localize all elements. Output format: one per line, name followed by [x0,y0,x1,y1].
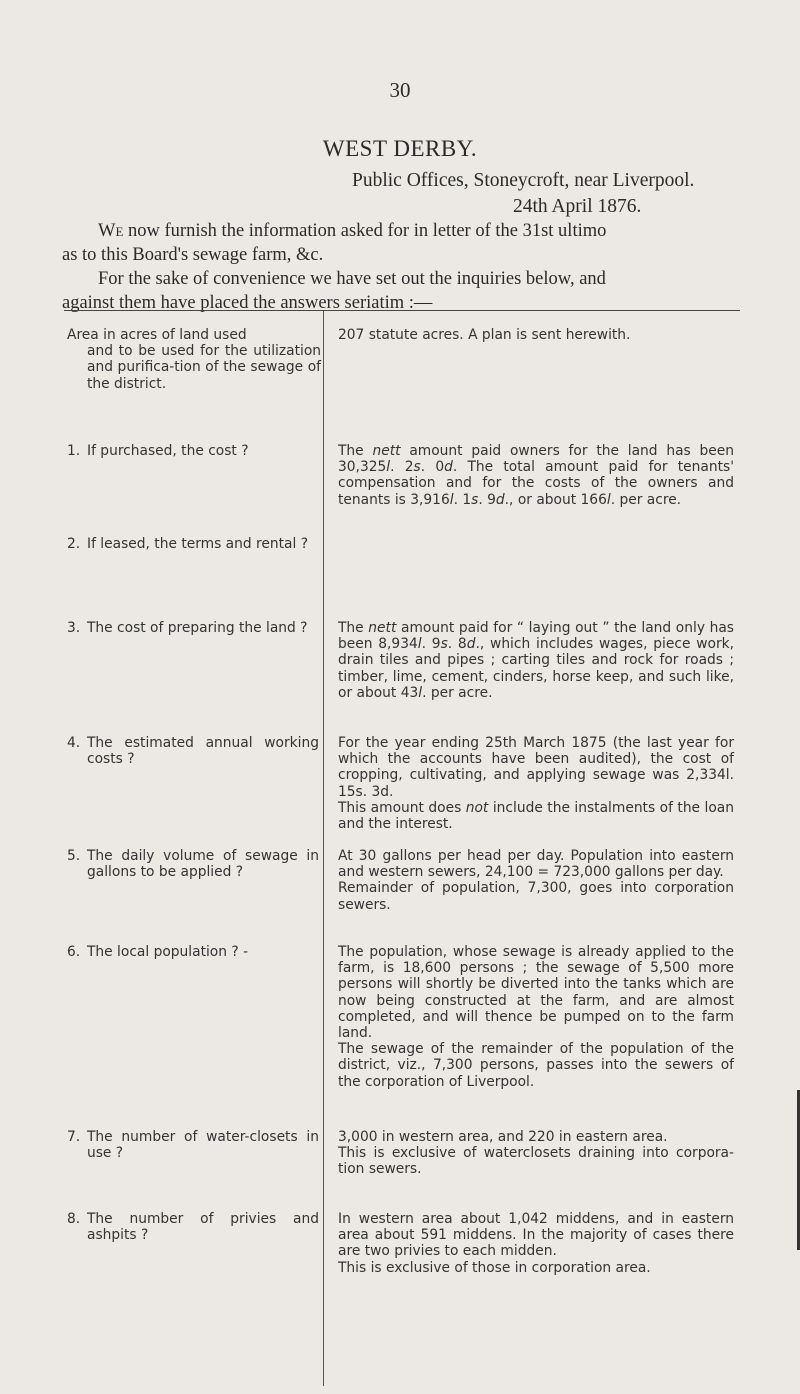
answer-text-p2: This is exclusive of waterclosets draining into corpora-tion sewers. [338,1145,734,1178]
question-area-rest: and to be used for the utilization and purifica-tion of the sewage of the district. [87,343,321,392]
question-number: 6. [67,944,81,960]
answer-6 [338,944,734,1090]
letter-date: 24th April 1876. [513,196,642,217]
page-number: 30 [389,78,411,102]
answer-text-p2: Remainder of population, 7,300, goes into corporation sewers. [338,880,734,913]
question-text: The daily volume of sewage in gallons to be applied ? [87,848,319,881]
answer-4 [338,735,734,832]
answer-text-p1: In western area about 1,042 middens, and in eastern area about 591 middens. In the majority of cases there are two privies to each midden. [338,1211,734,1260]
answer-text-p1: The population, whose sewage is already applied to the farm, is 18,600 persons ; the sewage of 5,500 more persons will shortly be diverted into the tanks which are now being constructed at the farm, and are almost completed, and will thence be pumped on to the farm land. [338,944,734,1042]
answer-text-p1: For the year ending 25th March 1875 (the last year for which the accounts have been audited), the cost of cropping, cultivating, and applying sewage was 2,334l. 15s. 3d. [338,735,734,800]
question-number: 3. [67,620,81,636]
question-number: 7. [67,1129,81,1145]
answer-5 [338,848,734,913]
question-number: 8. [67,1211,81,1227]
intro-line-1: now furnish the information asked for in letter of the 31st ultimo [123,221,607,241]
question-text: The number of water-closets in use ? [87,1129,319,1162]
letter-intro [62,219,742,315]
table-top-rule [64,310,740,311]
answer-area-text: 207 statute acres. A plan is sent herewith. [338,327,631,343]
question-text: The estimated annual working costs ? [87,735,319,768]
answer-8 [338,1211,734,1276]
answer-text: The nett amount paid owners for the land has been 30,325l. 2s. 0d. The total amount paid for tenants' compensation and for the costs of the owners and tenants is 3,916l. 1s. 9d., or about 166l. per acre. [338,443,735,508]
question-text: If purchased, the cost ? [87,443,249,459]
question-area-first-line: Area in acres of land used [67,327,247,343]
answer-text-p2: This amount does not include the instalments of the loan and the interest. [338,799,735,833]
intro-line-3: For the sake of convenience we have set out the inquiries below, and [98,269,606,289]
answer-text: The nett amount paid for “ laying out ” the land only has been 8,934l. 9s. 8d., which includes wages, piece work, drain tiles and pipes ; carting tiles and rock for roads ; timber, lime, cement, cinders, horse keep, and such like, or about 43l. per acre. [338,620,734,701]
answer-text-p2: This is exclusive of those in corporation area. [338,1259,651,1276]
answer-area [338,327,734,343]
answer-3 [338,620,734,701]
answer-text-p1: At 30 gallons per head per day. Population into eastern and western sewers, 24,100 = 723,000 gallons per day. [338,848,734,881]
intro-lead-word: We [98,221,124,241]
letter-address: Public Offices, Stoneycroft, near Liverpool. [352,170,695,191]
column-divider [323,311,324,1386]
answer-text-p2: The sewage of the remainder of the population of the district, viz., 7,300 persons, passes into the sewers of the corporation of Liverpool. [338,1041,734,1090]
answer-text-p1: 3,000 in western area, and 220 in eastern area. [338,1129,668,1145]
question-number: 2. [67,536,81,552]
intro-line-4: against them have placed the answers seriatim :— [62,293,433,313]
question-number: 1. [67,443,81,459]
question-area [67,327,321,392]
intro-line-2: as to this Board's sewage farm, &c. [62,245,324,265]
question-text: The local population ? - [87,944,249,960]
question-text: The number of privies and ashpits ? [87,1211,319,1244]
question-text: The cost of preparing the land ? [87,620,308,636]
answer-7 [338,1129,734,1178]
question-number: 4. [67,735,81,751]
answer-1 [338,443,734,508]
question-number: 5. [67,848,81,864]
question-text: If leased, the terms and rental ? [87,536,309,552]
section-heading: WEST DERBY. [322,136,478,161]
